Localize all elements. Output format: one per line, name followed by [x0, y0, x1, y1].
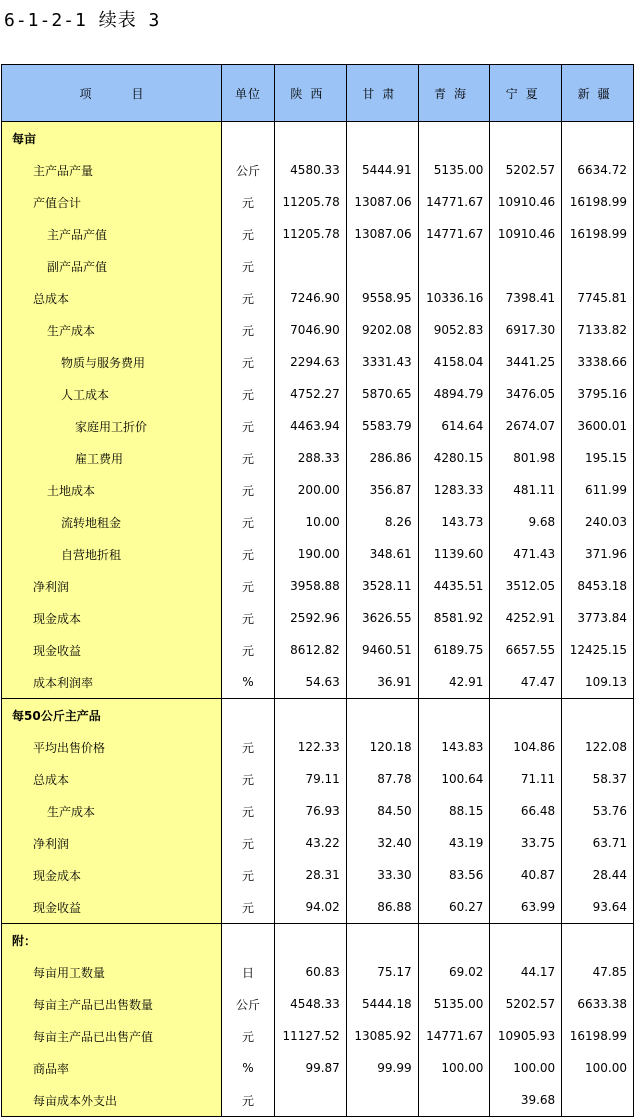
table-row — [2, 1020, 634, 1052]
value-cell: 2294.63 — [275, 346, 347, 378]
value-cell: 143.83 — [418, 731, 490, 763]
value-cell: 6657.55 — [490, 634, 562, 666]
value-cell: 611.99 — [562, 474, 634, 506]
row-unit — [222, 122, 275, 155]
row-label: 主产品产量 — [2, 154, 222, 186]
table-row — [2, 378, 634, 410]
value-cell — [562, 250, 634, 282]
header-region: 陕西 — [275, 65, 347, 122]
row-label: 附： — [2, 924, 222, 957]
row-unit: 元 — [222, 1020, 275, 1052]
page-title: 6-1-2-1 续表 3 — [4, 10, 161, 31]
row-unit: 元 — [222, 378, 275, 410]
value-cell: 8581.92 — [418, 602, 490, 634]
table-row — [2, 956, 634, 988]
value-cell: 3331.43 — [346, 346, 418, 378]
row-unit: 元 — [222, 891, 275, 924]
row-unit: 元 — [222, 570, 275, 602]
value-cell: 7133.82 — [562, 314, 634, 346]
value-cell: 100.64 — [418, 763, 490, 795]
row-label: 平均出售价格 — [2, 731, 222, 763]
row-label: 现金成本 — [2, 602, 222, 634]
value-cell: 190.00 — [275, 538, 347, 570]
row-unit: 元 — [222, 346, 275, 378]
row-unit: 元 — [222, 218, 275, 250]
value-cell: 8612.82 — [275, 634, 347, 666]
row-unit: 元 — [222, 410, 275, 442]
value-cell: 10.00 — [275, 506, 347, 538]
value-cell: 28.31 — [275, 859, 347, 891]
value-cell: 2592.96 — [275, 602, 347, 634]
value-cell: 53.76 — [562, 795, 634, 827]
value-cell: 10905.93 — [490, 1020, 562, 1052]
value-cell: 14771.67 — [418, 218, 490, 250]
table-header-row — [2, 65, 634, 122]
row-label: 产值合计 — [2, 186, 222, 218]
value-cell: 3476.05 — [490, 378, 562, 410]
value-cell: 9460.51 — [346, 634, 418, 666]
value-cell — [346, 122, 418, 155]
value-cell: 9558.95 — [346, 282, 418, 314]
row-label: 总成本 — [2, 763, 222, 795]
row-unit: 元 — [222, 314, 275, 346]
value-cell: 4548.33 — [275, 988, 347, 1020]
value-cell: 12425.15 — [562, 634, 634, 666]
value-cell: 60.83 — [275, 956, 347, 988]
value-cell: 9202.08 — [346, 314, 418, 346]
value-cell: 100.00 — [562, 1052, 634, 1084]
value-cell: 11205.78 — [275, 218, 347, 250]
value-cell: 1139.60 — [418, 538, 490, 570]
row-unit: 元 — [222, 506, 275, 538]
table-row — [2, 442, 634, 474]
value-cell: 100.00 — [418, 1052, 490, 1084]
value-cell: 5870.65 — [346, 378, 418, 410]
value-cell: 58.37 — [562, 763, 634, 795]
value-cell — [490, 699, 562, 732]
value-cell: 99.99 — [346, 1052, 418, 1084]
value-cell: 4435.51 — [418, 570, 490, 602]
table-row — [2, 218, 634, 250]
row-label: 总成本 — [2, 282, 222, 314]
row-label: 每亩 — [2, 122, 222, 155]
value-cell: 122.33 — [275, 731, 347, 763]
value-cell: 5135.00 — [418, 988, 490, 1020]
table-row — [2, 827, 634, 859]
header-item: 项 目 — [2, 65, 222, 122]
value-cell: 6917.30 — [490, 314, 562, 346]
section-row — [2, 122, 634, 155]
value-cell — [418, 122, 490, 155]
value-cell: 63.71 — [562, 827, 634, 859]
table-row — [2, 634, 634, 666]
value-cell: 3773.84 — [562, 602, 634, 634]
value-cell: 143.73 — [418, 506, 490, 538]
row-unit: 元 — [222, 186, 275, 218]
value-cell: 83.56 — [418, 859, 490, 891]
value-cell — [490, 122, 562, 155]
table-row — [2, 891, 634, 924]
value-cell: 288.33 — [275, 442, 347, 474]
table-row — [2, 763, 634, 795]
value-cell: 3441.25 — [490, 346, 562, 378]
value-cell: 371.96 — [562, 538, 634, 570]
value-cell: 3626.55 — [346, 602, 418, 634]
value-cell: 84.50 — [346, 795, 418, 827]
value-cell: 3958.88 — [275, 570, 347, 602]
value-cell: 471.43 — [490, 538, 562, 570]
value-cell: 10910.46 — [490, 186, 562, 218]
row-unit: 元 — [222, 763, 275, 795]
value-cell — [275, 699, 347, 732]
row-label: 自营地折租 — [2, 538, 222, 570]
table-row — [2, 538, 634, 570]
row-label: 雇工费用 — [2, 442, 222, 474]
value-cell: 6189.75 — [418, 634, 490, 666]
value-cell — [275, 250, 347, 282]
value-cell: 240.03 — [562, 506, 634, 538]
value-cell: 14771.67 — [418, 186, 490, 218]
value-cell: 5202.57 — [490, 154, 562, 186]
value-cell: 356.87 — [346, 474, 418, 506]
row-unit: % — [222, 1052, 275, 1084]
value-cell: 87.78 — [346, 763, 418, 795]
value-cell: 5583.79 — [346, 410, 418, 442]
value-cell: 3795.16 — [562, 378, 634, 410]
header-region: 新疆 — [562, 65, 634, 122]
table-row — [2, 1052, 634, 1084]
table-row — [2, 346, 634, 378]
row-unit: 元 — [222, 442, 275, 474]
value-cell: 99.87 — [275, 1052, 347, 1084]
value-cell: 40.87 — [490, 859, 562, 891]
value-cell — [418, 924, 490, 957]
value-cell: 14771.67 — [418, 1020, 490, 1052]
value-cell — [562, 122, 634, 155]
table-row — [2, 988, 634, 1020]
value-cell: 6634.72 — [562, 154, 634, 186]
row-label: 现金收益 — [2, 634, 222, 666]
value-cell: 109.13 — [562, 666, 634, 699]
table-row — [2, 602, 634, 634]
row-unit: 元 — [222, 474, 275, 506]
table-row — [2, 570, 634, 602]
section-row — [2, 699, 634, 732]
value-cell: 104.86 — [490, 731, 562, 763]
row-unit — [222, 699, 275, 732]
table-row — [2, 859, 634, 891]
value-cell: 4463.94 — [275, 410, 347, 442]
row-unit: 公斤 — [222, 988, 275, 1020]
row-unit: 公斤 — [222, 154, 275, 186]
row-label: 商品率 — [2, 1052, 222, 1084]
row-label: 现金成本 — [2, 859, 222, 891]
value-cell: 4280.15 — [418, 442, 490, 474]
value-cell: 122.08 — [562, 731, 634, 763]
row-unit: 元 — [222, 634, 275, 666]
table-row — [2, 314, 634, 346]
value-cell: 7398.41 — [490, 282, 562, 314]
value-cell — [346, 924, 418, 957]
row-label: 净利润 — [2, 827, 222, 859]
value-cell: 69.02 — [418, 956, 490, 988]
value-cell: 4580.33 — [275, 154, 347, 186]
value-cell: 348.61 — [346, 538, 418, 570]
value-cell: 9.68 — [490, 506, 562, 538]
row-label: 每亩用工数量 — [2, 956, 222, 988]
value-cell: 60.27 — [418, 891, 490, 924]
value-cell: 7046.90 — [275, 314, 347, 346]
row-unit: 元 — [222, 827, 275, 859]
table-row — [2, 250, 634, 282]
table-body — [2, 122, 634, 1117]
data-table — [1, 64, 634, 1117]
value-cell: 54.63 — [275, 666, 347, 699]
value-cell — [418, 1084, 490, 1117]
value-cell: 16198.99 — [562, 1020, 634, 1052]
row-unit — [222, 924, 275, 957]
value-cell: 16198.99 — [562, 186, 634, 218]
value-cell: 47.47 — [490, 666, 562, 699]
value-cell: 39.68 — [490, 1084, 562, 1117]
value-cell: 44.17 — [490, 956, 562, 988]
row-label: 物质与服务费用 — [2, 346, 222, 378]
row-unit: 日 — [222, 956, 275, 988]
value-cell: 13087.06 — [346, 186, 418, 218]
value-cell: 43.19 — [418, 827, 490, 859]
value-cell: 42.91 — [418, 666, 490, 699]
row-unit: 元 — [222, 282, 275, 314]
header-region: 宁夏 — [490, 65, 562, 122]
value-cell — [562, 924, 634, 957]
value-cell: 79.11 — [275, 763, 347, 795]
value-cell: 32.40 — [346, 827, 418, 859]
row-label: 每亩主产品已出售产值 — [2, 1020, 222, 1052]
row-label: 每亩主产品已出售数量 — [2, 988, 222, 1020]
value-cell — [490, 924, 562, 957]
value-cell: 13085.92 — [346, 1020, 418, 1052]
value-cell: 76.93 — [275, 795, 347, 827]
value-cell: 1283.33 — [418, 474, 490, 506]
value-cell: 4752.27 — [275, 378, 347, 410]
table-row — [2, 154, 634, 186]
table-row — [2, 731, 634, 763]
value-cell: 86.88 — [346, 891, 418, 924]
value-cell: 75.17 — [346, 956, 418, 988]
value-cell: 3512.05 — [490, 570, 562, 602]
row-label: 流转地租金 — [2, 506, 222, 538]
value-cell: 5202.57 — [490, 988, 562, 1020]
value-cell: 120.18 — [346, 731, 418, 763]
value-cell: 7745.81 — [562, 282, 634, 314]
row-label: 副产品产值 — [2, 250, 222, 282]
value-cell: 3528.11 — [346, 570, 418, 602]
value-cell: 481.11 — [490, 474, 562, 506]
value-cell: 4158.04 — [418, 346, 490, 378]
value-cell: 66.48 — [490, 795, 562, 827]
value-cell: 5444.91 — [346, 154, 418, 186]
value-cell: 195.15 — [562, 442, 634, 474]
value-cell: 3600.01 — [562, 410, 634, 442]
value-cell: 4252.91 — [490, 602, 562, 634]
value-cell — [418, 250, 490, 282]
value-cell — [346, 1084, 418, 1117]
value-cell: 10336.16 — [418, 282, 490, 314]
value-cell: 5444.18 — [346, 988, 418, 1020]
value-cell — [275, 924, 347, 957]
row-unit: 元 — [222, 859, 275, 891]
value-cell: 7246.90 — [275, 282, 347, 314]
row-label: 土地成本 — [2, 474, 222, 506]
row-unit: 元 — [222, 1084, 275, 1117]
value-cell: 63.99 — [490, 891, 562, 924]
row-label: 净利润 — [2, 570, 222, 602]
section-row — [2, 924, 634, 957]
table-row — [2, 474, 634, 506]
value-cell: 200.00 — [275, 474, 347, 506]
row-label: 人工成本 — [2, 378, 222, 410]
value-cell: 8453.18 — [562, 570, 634, 602]
row-unit: 元 — [222, 795, 275, 827]
table-row — [2, 666, 634, 699]
row-label: 主产品产值 — [2, 218, 222, 250]
value-cell: 88.15 — [418, 795, 490, 827]
value-cell: 33.75 — [490, 827, 562, 859]
row-label: 现金收益 — [2, 891, 222, 924]
value-cell: 33.30 — [346, 859, 418, 891]
value-cell — [562, 1084, 634, 1117]
value-cell: 16198.99 — [562, 218, 634, 250]
row-unit: 元 — [222, 602, 275, 634]
value-cell: 5135.00 — [418, 154, 490, 186]
row-unit: 元 — [222, 250, 275, 282]
header-region: 甘肃 — [346, 65, 418, 122]
value-cell: 2674.07 — [490, 410, 562, 442]
value-cell: 28.44 — [562, 859, 634, 891]
row-label: 生产成本 — [2, 795, 222, 827]
value-cell — [418, 699, 490, 732]
value-cell — [346, 250, 418, 282]
value-cell: 6633.38 — [562, 988, 634, 1020]
table-row — [2, 1084, 634, 1117]
value-cell — [490, 250, 562, 282]
value-cell: 8.26 — [346, 506, 418, 538]
row-label: 每50公斤主产品 — [2, 699, 222, 732]
value-cell: 71.11 — [490, 763, 562, 795]
row-label: 成本利润率 — [2, 666, 222, 699]
value-cell: 4894.79 — [418, 378, 490, 410]
value-cell: 286.86 — [346, 442, 418, 474]
table-row — [2, 186, 634, 218]
value-cell: 43.22 — [275, 827, 347, 859]
value-cell: 93.64 — [562, 891, 634, 924]
value-cell — [275, 1084, 347, 1117]
value-cell: 11127.52 — [275, 1020, 347, 1052]
value-cell: 614.64 — [418, 410, 490, 442]
value-cell: 100.00 — [490, 1052, 562, 1084]
value-cell: 36.91 — [346, 666, 418, 699]
value-cell: 801.98 — [490, 442, 562, 474]
value-cell: 10910.46 — [490, 218, 562, 250]
row-unit: 元 — [222, 538, 275, 570]
table-row — [2, 795, 634, 827]
header-unit: 单位 — [222, 65, 275, 122]
value-cell: 47.85 — [562, 956, 634, 988]
row-label: 每亩成本外支出 — [2, 1084, 222, 1117]
value-cell: 3338.66 — [562, 346, 634, 378]
value-cell: 94.02 — [275, 891, 347, 924]
table-row — [2, 506, 634, 538]
value-cell: 13087.06 — [346, 218, 418, 250]
header-region: 青海 — [418, 65, 490, 122]
table-row — [2, 282, 634, 314]
value-cell: 11205.78 — [275, 186, 347, 218]
row-unit: % — [222, 666, 275, 699]
row-unit: 元 — [222, 731, 275, 763]
value-cell — [346, 699, 418, 732]
row-label: 生产成本 — [2, 314, 222, 346]
value-cell — [562, 699, 634, 732]
value-cell — [275, 122, 347, 155]
table-row — [2, 410, 634, 442]
row-label: 家庭用工折价 — [2, 410, 222, 442]
value-cell: 9052.83 — [418, 314, 490, 346]
